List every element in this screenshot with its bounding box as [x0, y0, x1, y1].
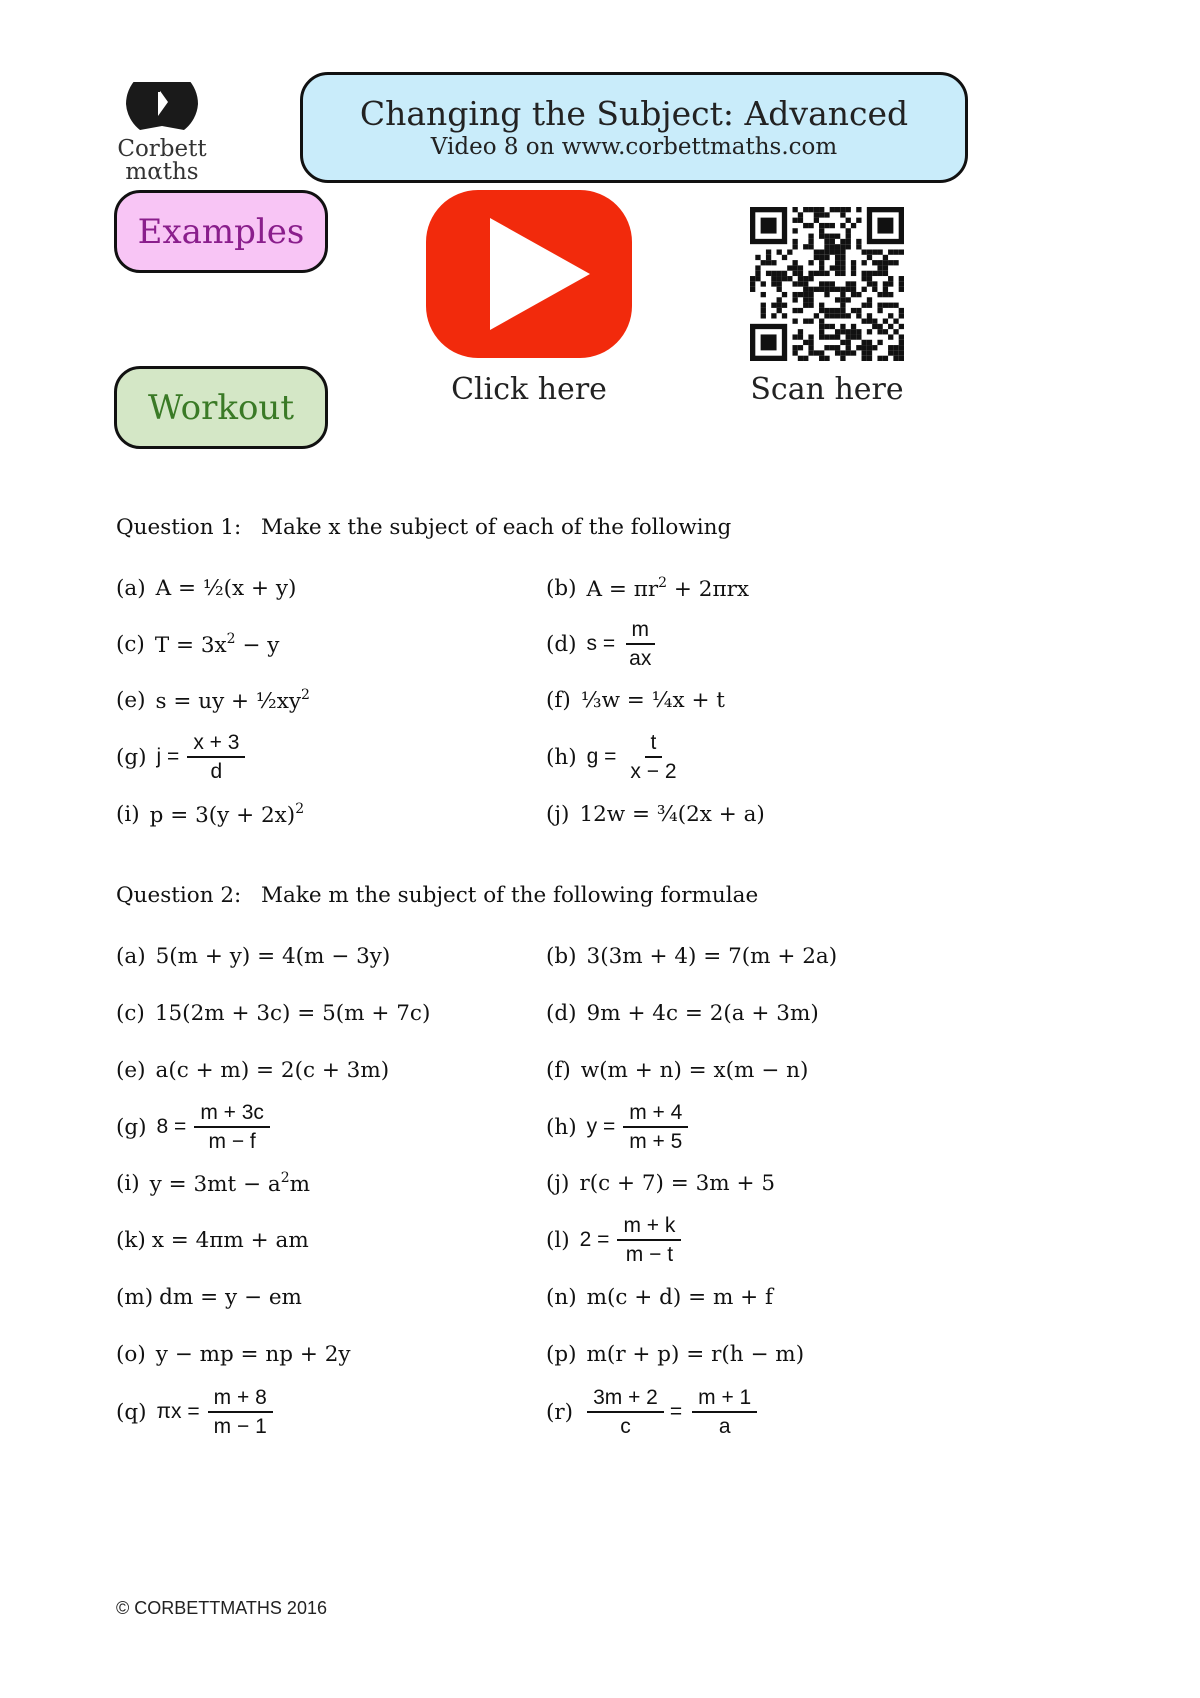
denominator: m − t	[625, 1243, 674, 1266]
scan-here-caption: Scan here	[750, 372, 904, 407]
item-label: (r)	[546, 1399, 574, 1425]
numerator: m + 3c	[194, 1100, 270, 1128]
q2-item-e	[116, 1050, 389, 1090]
item-label: (f)	[546, 1057, 571, 1083]
page-subtitle: Video 8 on www.corbettmaths.com	[430, 134, 838, 160]
equation: dm = y − em	[159, 1284, 302, 1310]
item-label: (i)	[116, 1170, 140, 1196]
question-2-label: Question 2:	[116, 883, 242, 908]
denominator: d	[210, 760, 223, 783]
fraction	[187, 730, 245, 784]
item-label: (l)	[546, 1227, 570, 1253]
page-title: Changing the Subject: Advanced	[359, 94, 909, 133]
numerator: m + 4	[623, 1100, 688, 1128]
denominator: ax	[629, 647, 652, 670]
equation-part: + 2πrx	[667, 576, 749, 602]
fraction	[692, 1385, 757, 1439]
q2-item-c	[116, 993, 430, 1033]
equation: 9m + 4c = 2(a + 3m)	[586, 1000, 819, 1026]
fraction	[208, 1385, 273, 1439]
exponent: 2	[280, 1169, 290, 1186]
equation: a(c + m) = 2(c + 3m)	[155, 1057, 390, 1083]
item-label: (q)	[116, 1399, 147, 1425]
equation	[155, 631, 280, 658]
question-2-heading	[116, 883, 758, 908]
q1-item-e	[116, 680, 310, 720]
q2-item-o	[116, 1334, 351, 1374]
click-here-caption[interactable]: Click here	[451, 372, 607, 407]
equation-lhs: πx =	[156, 1400, 200, 1423]
question-1-prompt: Make x the subject of each of the following	[261, 515, 732, 540]
item-label: (n)	[546, 1284, 577, 1310]
denominator: m − f	[208, 1130, 256, 1153]
equation	[156, 687, 310, 714]
numerator: m + 8	[208, 1385, 273, 1413]
q2-item-g	[116, 1101, 270, 1153]
q1-item-a	[116, 568, 296, 608]
fraction	[624, 730, 682, 784]
q1-item-c	[116, 624, 279, 664]
denominator: m − 1	[213, 1415, 267, 1438]
equation: m(r + p) = r(h − m)	[586, 1341, 805, 1367]
equation: m(c + d) = m + f	[586, 1284, 773, 1310]
equation: 15(2m + 3c) = 5(m + 7c)	[154, 1000, 431, 1026]
equation	[150, 1170, 310, 1197]
exponent: 2	[301, 686, 310, 703]
q1-item-f	[546, 680, 725, 720]
item-label: (g)	[116, 1114, 147, 1140]
denominator: c	[620, 1415, 631, 1438]
numerator: m	[626, 617, 656, 645]
numerator: m + k	[617, 1213, 681, 1241]
logo-wordmark	[112, 138, 212, 184]
equation-part: − y	[235, 632, 280, 658]
equals-sign: =	[669, 1400, 683, 1423]
equation: ⅓w = ¼x + t	[580, 687, 725, 713]
item-label: (a)	[116, 943, 146, 969]
item-label: (i)	[116, 801, 140, 827]
examples-button[interactable]: Examples	[114, 190, 328, 273]
exponent: 2	[226, 630, 236, 647]
denominator: m + 5	[629, 1130, 683, 1153]
q2-item-j	[546, 1163, 775, 1203]
item-label: (j)	[546, 1170, 570, 1196]
fraction	[587, 1385, 664, 1439]
denominator: x − 2	[630, 760, 677, 783]
fraction	[623, 1100, 688, 1154]
equation-part: T = 3x	[154, 632, 227, 658]
q2-item-d	[546, 993, 819, 1033]
item-label: (j)	[546, 801, 570, 827]
item-label: (h)	[546, 744, 577, 770]
equation-lhs: j =	[156, 745, 180, 768]
title-box	[300, 72, 968, 183]
q2-item-a	[116, 936, 390, 976]
q2-item-i	[116, 1163, 310, 1203]
fraction	[623, 617, 657, 671]
question-2-prompt: Make m the subject of the following formulae	[261, 883, 759, 908]
numerator: 3m + 2	[587, 1385, 664, 1413]
q1-item-j	[546, 794, 765, 834]
item-label: (b)	[546, 943, 577, 969]
equation: 5(m + y) = 4(m − 3y)	[155, 943, 391, 969]
item-label: (g)	[116, 744, 147, 770]
q2-item-h	[546, 1101, 688, 1153]
q1-item-h	[546, 731, 683, 783]
numerator: x + 3	[187, 730, 245, 758]
item-label: (b)	[546, 575, 577, 601]
equation-part: A = πr	[586, 576, 659, 602]
q2-item-m	[116, 1277, 302, 1317]
q2-item-r	[546, 1386, 757, 1438]
q2-item-b	[546, 936, 837, 976]
item-label: (o)	[116, 1341, 146, 1367]
item-label: (c)	[116, 1000, 145, 1026]
equation: 12w = ¾(2x + a)	[579, 801, 765, 827]
q2-item-p	[546, 1334, 804, 1374]
equation-part: s = uy + ½xy	[155, 688, 302, 714]
item-label: (c)	[116, 631, 145, 657]
item-label: (e)	[116, 687, 146, 713]
numerator: t	[645, 730, 663, 758]
fraction	[617, 1213, 681, 1267]
exponent: 2	[658, 574, 668, 591]
q2-item-k	[116, 1220, 309, 1260]
item-label: (d)	[546, 1000, 577, 1026]
equation	[587, 575, 749, 602]
workout-button[interactable]: Workout	[114, 366, 328, 449]
item-label: (a)	[116, 575, 146, 601]
equation-part: p = 3(y + 2x)	[149, 802, 296, 828]
equation-part: y = 3mt − a	[149, 1171, 281, 1197]
qr-code-icon[interactable]	[750, 207, 904, 361]
equation-part: m	[289, 1171, 311, 1197]
equation: y − mp = np + 2y	[155, 1341, 351, 1367]
item-label: (k)	[116, 1227, 146, 1253]
item-label: (m)	[116, 1284, 154, 1310]
q2-item-n	[546, 1277, 773, 1317]
equation: r(c + 7) = 3m + 5	[579, 1170, 776, 1196]
item-label: (f)	[546, 687, 571, 713]
equation-lhs: 2 =	[579, 1228, 610, 1251]
equation	[150, 801, 304, 828]
logo-line-1: Corbett	[117, 136, 207, 162]
q1-item-g	[116, 731, 245, 783]
item-label: (p)	[546, 1341, 577, 1367]
item-label: (e)	[116, 1057, 146, 1083]
equation-lhs: y =	[586, 1115, 616, 1138]
play-video-icon[interactable]	[426, 190, 632, 358]
item-label: (h)	[546, 1114, 577, 1140]
denominator: a	[718, 1415, 731, 1438]
equation-lhs: g =	[586, 745, 617, 768]
copyright-footer: © CORBETTMATHS 2016	[116, 1598, 327, 1618]
question-1-heading	[116, 515, 731, 540]
q1-item-d	[546, 618, 657, 670]
equation: A = ½(x + y)	[155, 575, 297, 601]
q2-item-l	[546, 1214, 681, 1266]
logo-line-2: mαths	[125, 159, 199, 185]
numerator: m + 1	[692, 1385, 757, 1413]
q2-item-f	[546, 1050, 808, 1090]
exponent: 2	[295, 800, 305, 817]
item-label: (d)	[546, 631, 577, 657]
question-1-label: Question 1:	[116, 515, 242, 540]
equation-lhs: s =	[586, 632, 616, 655]
equation-lhs: 8 =	[156, 1115, 187, 1138]
q1-item-b	[546, 568, 749, 608]
equation: x = 4πm + am	[151, 1227, 309, 1253]
equation: 3(3m + 4) = 7(m + 2a)	[586, 943, 838, 969]
equation: w(m + n) = x(m − n)	[580, 1057, 809, 1083]
q2-item-q	[116, 1386, 273, 1438]
q1-item-i	[116, 794, 304, 834]
fraction	[194, 1100, 270, 1154]
